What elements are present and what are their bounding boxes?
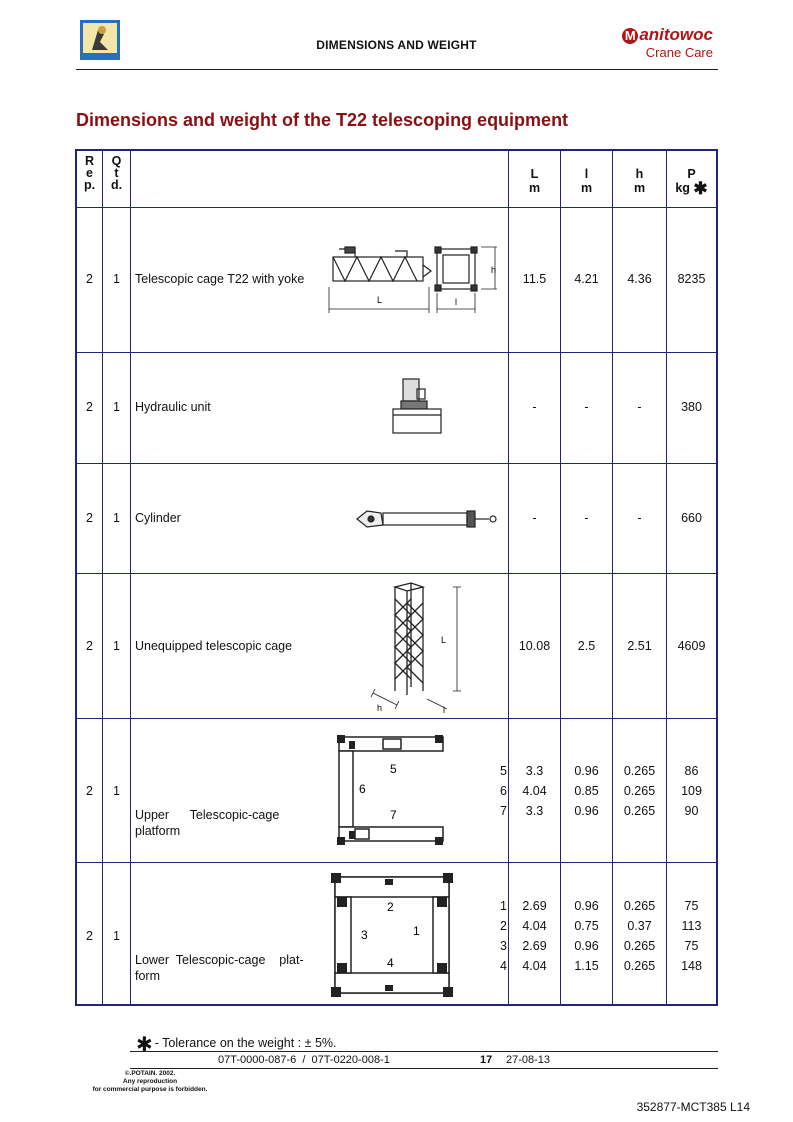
row1-qty: 1 bbox=[113, 272, 120, 286]
tolerance-note: ✱ - Tolerance on the weight : ± 5%. bbox=[136, 1034, 337, 1056]
row5-P: 86 109 90 bbox=[681, 764, 702, 818]
lower-part-numbers: 1 2 3 4 bbox=[500, 899, 507, 973]
row6-L: 2.69 4.04 2.69 4.04 bbox=[522, 899, 547, 973]
row-divider bbox=[77, 352, 716, 353]
manitowoc-logo bbox=[622, 26, 713, 59]
header-rule bbox=[76, 69, 718, 70]
asterisk-icon: ✱ bbox=[693, 179, 708, 198]
row6-qty: 1 bbox=[113, 929, 120, 943]
upper-label-5: 5 bbox=[390, 762, 397, 776]
row1-P: 8235 bbox=[677, 272, 706, 286]
cage-L-label: L bbox=[441, 635, 447, 645]
row2-h: - bbox=[637, 400, 642, 414]
header-qtd: Q t d. bbox=[110, 154, 123, 192]
row1-h: 4.36 bbox=[627, 272, 652, 286]
row5-l: 0.96 0.85 0.96 bbox=[574, 764, 599, 818]
row-divider bbox=[77, 718, 716, 719]
row4-h: 2.51 bbox=[627, 639, 652, 653]
telescopic-cage-drawing bbox=[367, 579, 477, 714]
row4-description: Unequipped telescopic cage bbox=[135, 639, 293, 653]
row5-qty: 1 bbox=[113, 784, 120, 798]
hydraulic-unit-drawing bbox=[387, 375, 447, 435]
header-P: P kg ✱ bbox=[675, 167, 708, 198]
row6-rep: 2 bbox=[86, 929, 93, 943]
equipment-table bbox=[75, 149, 718, 1006]
row-divider bbox=[77, 463, 716, 464]
row-divider bbox=[77, 207, 716, 208]
row3-l: - bbox=[584, 511, 589, 525]
row3-h: - bbox=[637, 511, 642, 525]
row3-rep: 2 bbox=[86, 511, 93, 525]
yoke-l-label: l bbox=[455, 297, 457, 307]
upper-platform-drawing bbox=[335, 733, 447, 851]
row1-description: Telescopic cage T22 with yoke bbox=[135, 272, 305, 286]
row-divider bbox=[77, 573, 716, 574]
row3-L: - bbox=[532, 511, 537, 525]
yoke-L-label: L bbox=[377, 295, 383, 305]
row3-description: Cylinder bbox=[135, 511, 181, 525]
upper-label-7: 7 bbox=[390, 808, 397, 822]
row2-l: - bbox=[584, 400, 589, 414]
header-l: l m bbox=[580, 167, 593, 195]
yoke-h-label: h bbox=[491, 265, 497, 275]
lower-label-1: 1 bbox=[413, 924, 420, 938]
row4-l: 2.5 bbox=[577, 639, 596, 653]
row4-rep: 2 bbox=[86, 639, 93, 653]
doc-reference: 07T-0000-087-6 / 07T-0220-008-1 bbox=[218, 1054, 390, 1066]
brand-initial: M bbox=[622, 28, 638, 44]
row5-description: Upper Telescopic-cage platform bbox=[135, 808, 280, 838]
row1-l: 4.21 bbox=[574, 272, 599, 286]
lower-label-4: 4 bbox=[387, 956, 394, 970]
header-L: L m bbox=[528, 167, 541, 195]
cage-l-label: l bbox=[443, 705, 445, 714]
row1-rep: 2 bbox=[86, 272, 93, 286]
header-h: h m bbox=[633, 167, 646, 195]
col-divider bbox=[130, 151, 131, 1004]
header-rep: R e p. bbox=[83, 154, 96, 192]
footer-rule bbox=[130, 1051, 718, 1052]
lower-platform-drawing bbox=[329, 871, 455, 999]
lower-label-2: 2 bbox=[387, 900, 394, 914]
row6-P: 75 113 75 148 bbox=[681, 899, 702, 973]
row4-P: 4609 bbox=[677, 639, 706, 653]
document-code: 352877-MCT385 L14 bbox=[636, 1100, 750, 1114]
doc-date: 27-08-13 bbox=[506, 1054, 551, 1066]
upper-label-6: 6 bbox=[359, 782, 366, 796]
footer-rule-2 bbox=[130, 1068, 718, 1069]
cylinder-drawing bbox=[353, 505, 503, 533]
row3-qty: 1 bbox=[113, 511, 120, 525]
row1-L: 11.5 bbox=[522, 272, 547, 286]
row4-L: 10.08 bbox=[518, 639, 551, 653]
row2-description: Hydraulic unit bbox=[135, 400, 211, 414]
row5-rep: 2 bbox=[86, 784, 93, 798]
row6-description: Lower Telescopic-cage plat- form bbox=[135, 953, 304, 983]
cage-h-label: h bbox=[377, 703, 383, 713]
row5-h: 0.265 0.265 0.265 bbox=[623, 764, 656, 818]
brand-sub: Crane Care bbox=[645, 45, 713, 60]
row2-qty: 1 bbox=[113, 400, 120, 414]
row2-rep: 2 bbox=[86, 400, 93, 414]
brand-name: anitowoc bbox=[639, 25, 713, 44]
page-title: Dimensions and weight of the T22 telescoping equipment bbox=[76, 110, 569, 130]
yoke-cage-drawing bbox=[325, 241, 509, 321]
page-number: 17 bbox=[480, 1054, 493, 1066]
row5-L: 3.3 4.04 3.3 bbox=[522, 764, 547, 818]
asterisk-icon: ✱ bbox=[136, 1034, 153, 1056]
row4-qty: 1 bbox=[113, 639, 120, 653]
row2-P: 380 bbox=[681, 400, 702, 414]
row6-l: 0.96 0.75 0.96 1.15 bbox=[574, 899, 599, 973]
row3-P: 660 bbox=[681, 511, 702, 525]
row6-h: 0.265 0.37 0.265 0.265 bbox=[623, 899, 656, 973]
copyright-notice: ©.POTAIN. 2002. Any reproduction for commercial purpose is forbidden. bbox=[92, 1070, 208, 1093]
header-title: DIMENSIONS AND WEIGHT bbox=[316, 38, 477, 52]
upper-part-numbers: 5 6 7 bbox=[500, 764, 507, 818]
row2-L: - bbox=[532, 400, 537, 414]
lower-label-3: 3 bbox=[361, 928, 368, 942]
